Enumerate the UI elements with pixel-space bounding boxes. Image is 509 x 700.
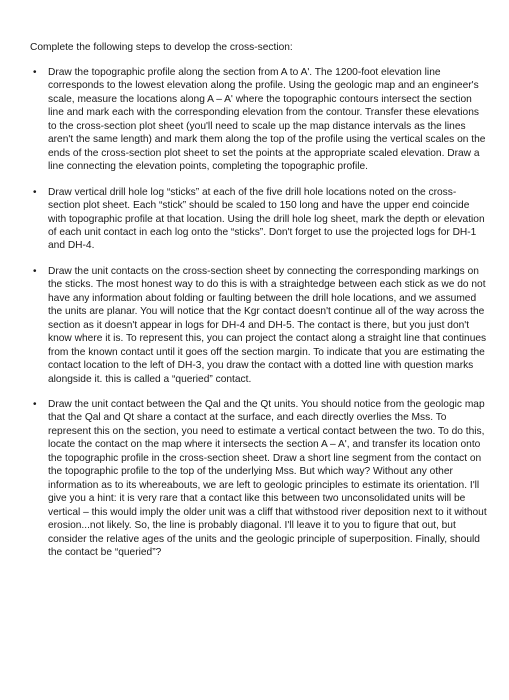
bullet-icon: • (33, 186, 37, 198)
step-text: Draw vertical drill hole log “sticks” at each of the five drill hole locations noted on the cross-section plot sheet. Each “stick” should be scaled to 150 long and have the upper end coincide with topographic profile at that location. Using the drill hole log sheet, mark the depth or elevation of each unit contact in each log onto the “sticks”. Don't forget to use the projected logs for DH-1 and DH-4. (48, 186, 485, 252)
bullet-icon: • (33, 67, 37, 78)
step-item-4 (30, 398, 487, 559)
step-list (30, 66, 487, 559)
step-text: Draw the unit contact between the Qal and the Qt units. You should notice from the geologic map that the Qal and Qt share a contact at the surface, and each directly overlies the Mss. To represent this on the section, you need to estimate a vertical contact between the two. To do this, locate the contact on the map where it intersects the section A – A', and transfer its location onto the topographic profile in the cross-section sheet. Draw a short line segment from the contact on the topographic profile to the top of the underlying Mss. But which way? Without any other information as to its whereabouts, we are left to geologic principles to estimate its orientation. I'll give you a hint: it is very rare that a contact like this between two unconsolidated units will be vertical – this would imply the older unit was a cliff that withstood river deposition next to it without erosion...not likely. So, the line is probably diagonal. I'll leave it to you to figure that out, but consider the relative ages of the units and the geologic principle of superposition. Finally, should the contact be “queried”? (48, 398, 487, 558)
intro-text: Complete the following steps to develop the cross-section: (30, 42, 293, 53)
step-text: Draw the topographic profile along the section from A to A'. The 1200-foot elevation line corresponds to the lowest elevation along the profile. Using the geologic map and an engineer's scale, measure the locations along A – A' where the topographic contours intersect the section line and mark each with the corresponding elevation from the contour. Transfer these elevations to the cross-section plot sheet (you'll need to scale up the map distance intervals as the lines aren't the same length) and mark them along the top of the profile using the vertical scales on the ends of the cross-section plot sheet to set the points at the appropriate scaled elevation. Draw a line connecting the elevation points, completing the topographic profile. (48, 67, 486, 173)
step-item-2 (30, 186, 487, 253)
step-item-3 (30, 265, 487, 386)
step-item-1 (30, 66, 487, 174)
step-text: Draw the unit contacts on the cross-section sheet by connecting the corresponding markings on the sticks. The most honest way to do this is with a straightedge between each stick as we do not have any information about folding or faulting between the drill hole locations, and we assumed the units are planar. You will notice that the Kgr contact doesn't continue all of the way across the section as it doesn't appear in logs for DH-4 and DH-5. The contact is there, but you just don't know where it is. To represent this, you can project the contact along a straight line that continues from the known contact until it goes off the section margin. To indicate that you are estimating the contact location to the left of DH-3, you draw the contact with a dotted line with question marks alongside it. this is called a “queried” contact. (48, 265, 487, 385)
bullet-icon: • (33, 265, 37, 277)
bullet-icon: • (33, 398, 37, 410)
